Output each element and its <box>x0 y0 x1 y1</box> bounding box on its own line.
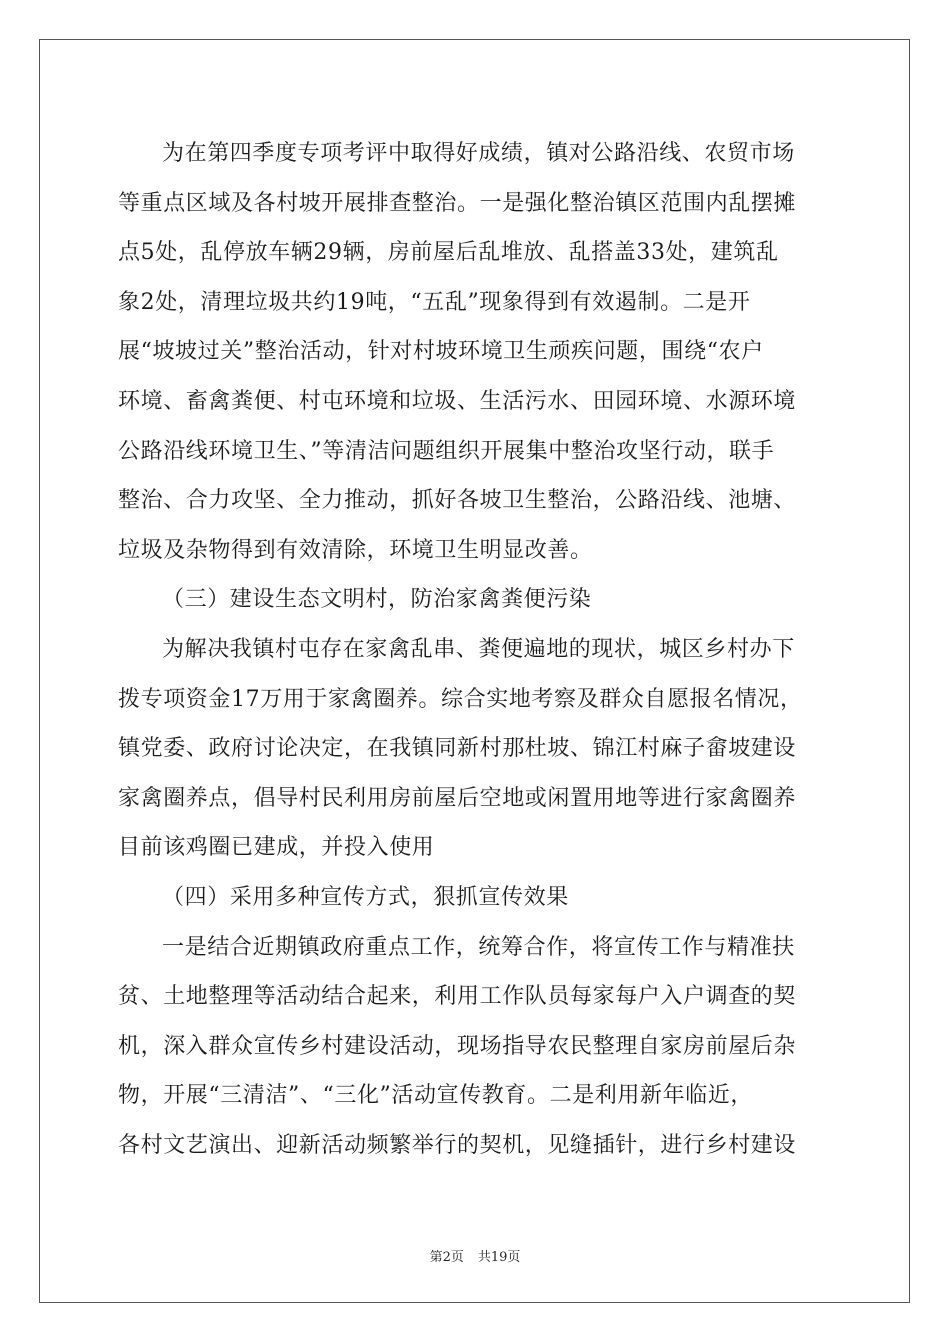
text-line: 镇党委、政府讨论决定，在我镇同新村那杜坡、锦江村麻子畲坡建设 <box>118 736 797 762</box>
text-line: 环境、畜禽粪便、村屯环境和垃圾、生活污水、田园环境、水源环境 <box>118 388 797 414</box>
section-heading: （三）建设生态文明村，防治家禽粪便污染 <box>162 587 592 613</box>
page-footer <box>0 1246 950 1265</box>
text-line: 贫、土地整理等活动结合起来，利用工作队员每家每户入户调查的契 <box>118 984 797 1010</box>
page-number: 第2页 <box>429 1250 464 1265</box>
text-line: 目前该鸡圈已建成，并投入使用 <box>118 835 435 861</box>
text-line: 一是结合近期镇政府重点工作，统筹合作，将宣传工作与精准扶 <box>162 934 795 960</box>
text-line: 公路沿线环境卫生、”等清洁问题组织开展集中整治攻坚行动，联手 <box>118 438 775 464</box>
text-line: 为在第四季度专项考评中取得好成绩，镇对公路沿线、农贸市场 <box>162 141 795 166</box>
text-line: 垃圾及杂物得到有效清除，环境卫生明显改善。 <box>118 537 593 563</box>
text-line: 物，开展“三清洁”、“三化”活动宣传教育。二是利用新年临近， <box>118 1083 753 1109</box>
text-line: 机，深入群众宣传乡村建设活动，现场指导农民整理自家房前屋后杂 <box>118 1033 797 1059</box>
section-heading: （四）采用多种宣传方式，狠抓宣传效果 <box>162 884 569 910</box>
text-line: 整治、合力攻坚、全力推动，抓好各坡卫生整治，公路沿线、池塘、 <box>118 488 797 514</box>
document-body <box>118 129 836 1170</box>
text-line: 展“坡坡过关”整治活动，针对村坡环境卫生顽疾问题，围绕“农户 <box>118 339 764 365</box>
text-line: 象2处，清理垃圾共约19吨，“五乱”现象得到有效遏制。二是开 <box>118 289 751 315</box>
text-line: 点5处，乱停放车辆29辆，房前屋后乱堆放、乱搭盖33处，建筑乱 <box>118 240 779 266</box>
text-line: 拨专项资金17万用于家禽圈养。综合实地考察及群众自愿报名情况， <box>118 686 803 712</box>
text-line: 家禽圈养点，倡导村民利用房前屋后空地或闲置用地等进行家禽圈养 <box>118 785 797 811</box>
text-line: 为解决我镇村屯存在家禽乱串、粪便遍地的现状，城区乡村办下 <box>162 636 795 662</box>
page-total: 共19页 <box>477 1250 521 1265</box>
text-line: 等重点区域及各村坡开展排查整治。一是强化整治镇区范围内乱摆摊 <box>118 190 797 216</box>
text-line: 各村文艺演出、迎新活动频繁举行的契机，见缝插针，进行乡村建设 <box>118 1132 797 1158</box>
